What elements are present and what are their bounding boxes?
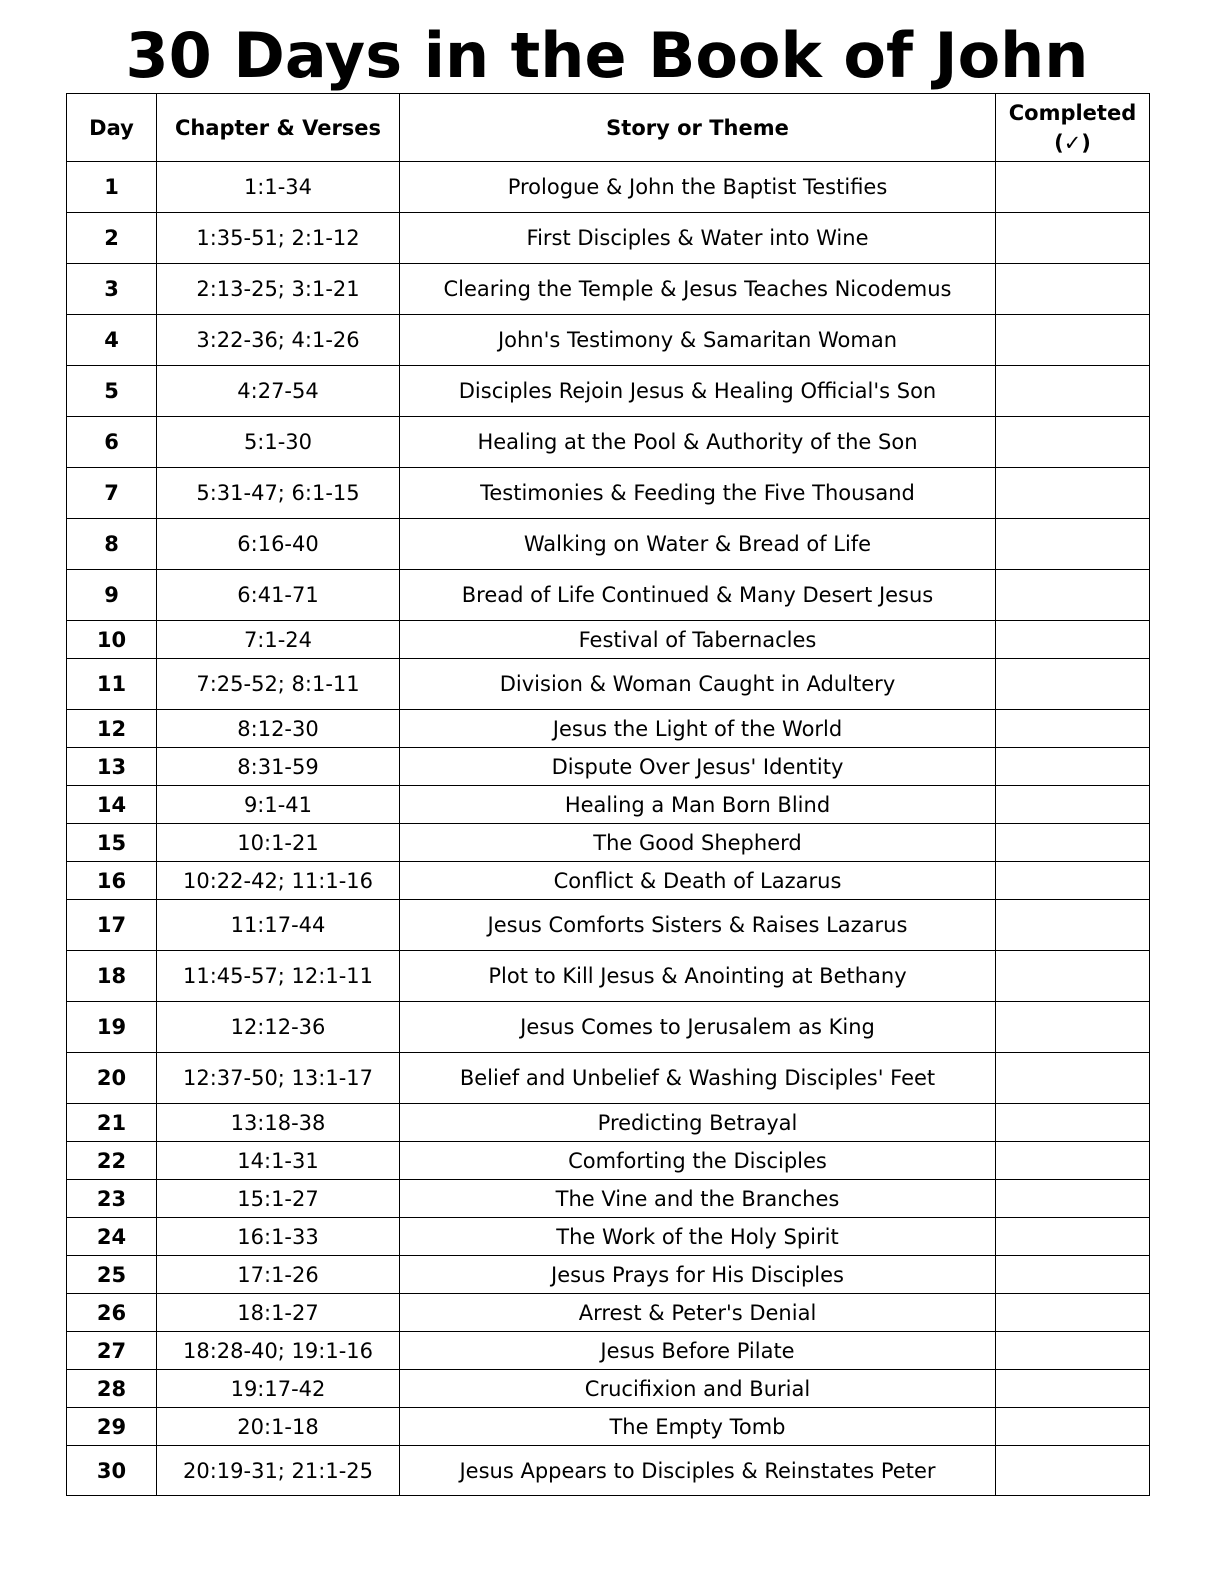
day-cell: 4 (67, 315, 157, 366)
chapter-verses-header: Chapter & Verses (157, 94, 400, 162)
day-cell: 20 (67, 1053, 157, 1104)
story-theme-cell: Healing a Man Born Blind (400, 786, 996, 824)
chapter-verses-cell: 15:1-27 (157, 1180, 400, 1218)
completed-checkbox-cell[interactable] (996, 659, 1150, 710)
completed-checkbox-cell[interactable] (996, 1446, 1150, 1496)
table-row (67, 1446, 1150, 1496)
day-cell: 26 (67, 1294, 157, 1332)
table-row (67, 570, 1150, 621)
completed-checkbox-cell[interactable] (996, 900, 1150, 951)
story-theme-cell: Jesus Before Pilate (400, 1332, 996, 1370)
day-cell: 7 (67, 468, 157, 519)
chapter-verses-cell: 6:16-40 (157, 519, 400, 570)
day-cell: 19 (67, 1002, 157, 1053)
completed-checkbox-cell[interactable] (996, 315, 1150, 366)
completed-checkbox-cell[interactable] (996, 417, 1150, 468)
table-row (67, 1142, 1150, 1180)
completed-checkbox-cell[interactable] (996, 1180, 1150, 1218)
completed-header-mark: (✓) (1054, 130, 1091, 155)
chapter-verses-cell: 4:27-54 (157, 366, 400, 417)
chapter-verses-cell: 1:35-51; 2:1-12 (157, 213, 400, 264)
completed-checkbox-cell[interactable] (996, 1370, 1150, 1408)
day-cell: 2 (67, 213, 157, 264)
completed-checkbox-cell[interactable] (996, 468, 1150, 519)
story-theme-cell: Comforting the Disciples (400, 1142, 996, 1180)
table-row (67, 162, 1150, 213)
header-row (67, 94, 1150, 162)
completed-checkbox-cell[interactable] (996, 1332, 1150, 1370)
day-cell: 12 (67, 710, 157, 748)
chapter-verses-cell: 7:25-52; 8:1-11 (157, 659, 400, 710)
completed-checkbox-cell[interactable] (996, 519, 1150, 570)
completed-checkbox-cell[interactable] (996, 1053, 1150, 1104)
table-row (67, 900, 1150, 951)
chapter-verses-cell: 20:19-31; 21:1-25 (157, 1446, 400, 1496)
story-theme-cell: John's Testimony & Samaritan Woman (400, 315, 996, 366)
story-theme-cell: First Disciples & Water into Wine (400, 213, 996, 264)
table-row (67, 1218, 1150, 1256)
day-cell: 23 (67, 1180, 157, 1218)
chapter-verses-cell: 16:1-33 (157, 1218, 400, 1256)
completed-checkbox-cell[interactable] (996, 1408, 1150, 1446)
table-row (67, 1294, 1150, 1332)
day-cell: 27 (67, 1332, 157, 1370)
table-row (67, 1332, 1150, 1370)
story-theme-cell: Belief and Unbelief & Washing Disciples' Feet (400, 1053, 996, 1104)
table-row (67, 1408, 1150, 1446)
chapter-verses-cell: 5:1-30 (157, 417, 400, 468)
completed-checkbox-cell[interactable] (996, 162, 1150, 213)
day-cell: 24 (67, 1218, 157, 1256)
story-theme-cell: Predicting Betrayal (400, 1104, 996, 1142)
story-theme-cell: The Vine and the Branches (400, 1180, 996, 1218)
story-theme-cell: Jesus Prays for His Disciples (400, 1256, 996, 1294)
story-theme-cell: Disciples Rejoin Jesus & Healing Official's Son (400, 366, 996, 417)
completed-checkbox-cell[interactable] (996, 1104, 1150, 1142)
day-cell: 22 (67, 1142, 157, 1180)
day-cell: 11 (67, 659, 157, 710)
story-theme-cell: Plot to Kill Jesus & Anointing at Bethany (400, 951, 996, 1002)
completed-checkbox-cell[interactable] (996, 862, 1150, 900)
story-theme-cell: The Empty Tomb (400, 1408, 996, 1446)
day-cell: 1 (67, 162, 157, 213)
table-row (67, 824, 1150, 862)
table-row (67, 1002, 1150, 1053)
chapter-verses-cell: 6:41-71 (157, 570, 400, 621)
day-cell: 10 (67, 621, 157, 659)
table-row (67, 951, 1150, 1002)
table-row (67, 213, 1150, 264)
chapter-verses-cell: 5:31-47; 6:1-15 (157, 468, 400, 519)
day-cell: 16 (67, 862, 157, 900)
completed-checkbox-cell[interactable] (996, 570, 1150, 621)
chapter-verses-cell: 12:37-50; 13:1-17 (157, 1053, 400, 1104)
completed-checkbox-cell[interactable] (996, 786, 1150, 824)
reading-plan-table (66, 93, 1150, 1496)
day-cell: 29 (67, 1408, 157, 1446)
table-row (67, 659, 1150, 710)
completed-header (996, 94, 1150, 162)
day-cell: 25 (67, 1256, 157, 1294)
chapter-verses-cell: 12:12-36 (157, 1002, 400, 1053)
completed-checkbox-cell[interactable] (996, 710, 1150, 748)
table-row (67, 862, 1150, 900)
chapter-verses-cell: 10:1-21 (157, 824, 400, 862)
story-theme-cell: Festival of Tabernacles (400, 621, 996, 659)
day-cell: 21 (67, 1104, 157, 1142)
day-cell: 8 (67, 519, 157, 570)
table-row (67, 1370, 1150, 1408)
completed-checkbox-cell[interactable] (996, 1294, 1150, 1332)
table-row (67, 366, 1150, 417)
day-cell: 5 (67, 366, 157, 417)
day-cell: 6 (67, 417, 157, 468)
story-theme-cell: Prologue & John the Baptist Testifies (400, 162, 996, 213)
story-theme-cell: Healing at the Pool & Authority of the Son (400, 417, 996, 468)
table-row (67, 417, 1150, 468)
table-row (67, 468, 1150, 519)
chapter-verses-cell: 2:13-25; 3:1-21 (157, 264, 400, 315)
story-theme-cell: Jesus the Light of the World (400, 710, 996, 748)
story-theme-cell: Conflict & Death of Lazarus (400, 862, 996, 900)
story-theme-cell: Jesus Appears to Disciples & Reinstates Peter (400, 1446, 996, 1496)
table-row (67, 621, 1150, 659)
table-row (67, 1104, 1150, 1142)
chapter-verses-cell: 17:1-26 (157, 1256, 400, 1294)
day-cell: 13 (67, 748, 157, 786)
table-row (67, 1256, 1150, 1294)
day-cell: 15 (67, 824, 157, 862)
completed-checkbox-cell[interactable] (996, 824, 1150, 862)
day-cell: 30 (67, 1446, 157, 1496)
day-cell: 17 (67, 900, 157, 951)
chapter-verses-cell: 1:1-34 (157, 162, 400, 213)
chapter-verses-cell: 3:22-36; 4:1-26 (157, 315, 400, 366)
day-cell: 28 (67, 1370, 157, 1408)
completed-checkbox-cell[interactable] (996, 1142, 1150, 1180)
story-theme-cell: Division & Woman Caught in Adultery (400, 659, 996, 710)
table-row (67, 1180, 1150, 1218)
chapter-verses-cell: 13:18-38 (157, 1104, 400, 1142)
completed-checkbox-cell[interactable] (996, 213, 1150, 264)
chapter-verses-cell: 8:31-59 (157, 748, 400, 786)
story-theme-cell: The Work of the Holy Spirit (400, 1218, 996, 1256)
story-theme-header: Story or Theme (400, 94, 996, 162)
table-row (67, 710, 1150, 748)
story-theme-cell: Bread of Life Continued & Many Desert Jesus (400, 570, 996, 621)
completed-checkbox-cell[interactable] (996, 1002, 1150, 1053)
chapter-verses-cell: 8:12-30 (157, 710, 400, 748)
story-theme-cell: Jesus Comforts Sisters & Raises Lazarus (400, 900, 996, 951)
completed-checkbox-cell[interactable] (996, 1256, 1150, 1294)
completed-checkbox-cell[interactable] (996, 951, 1150, 1002)
table-row (67, 786, 1150, 824)
chapter-verses-cell: 14:1-31 (157, 1142, 400, 1180)
chapter-verses-cell: 7:1-24 (157, 621, 400, 659)
table-row (67, 264, 1150, 315)
chapter-verses-cell: 10:22-42; 11:1-16 (157, 862, 400, 900)
completed-checkbox-cell[interactable] (996, 264, 1150, 315)
chapter-verses-cell: 20:1-18 (157, 1408, 400, 1446)
story-theme-cell: Testimonies & Feeding the Five Thousand (400, 468, 996, 519)
story-theme-cell: Crucifixion and Burial (400, 1370, 996, 1408)
story-theme-cell: Walking on Water & Bread of Life (400, 519, 996, 570)
chapter-verses-cell: 11:45-57; 12:1-11 (157, 951, 400, 1002)
story-theme-cell: Clearing the Temple & Jesus Teaches Nicodemus (400, 264, 996, 315)
table-row (67, 1053, 1150, 1104)
day-cell: 18 (67, 951, 157, 1002)
day-cell: 3 (67, 264, 157, 315)
story-theme-cell: Dispute Over Jesus' Identity (400, 748, 996, 786)
chapter-verses-cell: 19:17-42 (157, 1370, 400, 1408)
completed-checkbox-cell[interactable] (996, 366, 1150, 417)
completed-checkbox-cell[interactable] (996, 621, 1150, 659)
completed-header-label: Completed (1008, 100, 1137, 125)
story-theme-cell: Arrest & Peter's Denial (400, 1294, 996, 1332)
chapter-verses-cell: 11:17-44 (157, 900, 400, 951)
day-header: Day (67, 94, 157, 162)
story-theme-cell: Jesus Comes to Jerusalem as King (400, 1002, 996, 1053)
completed-checkbox-cell[interactable] (996, 748, 1150, 786)
day-cell: 14 (67, 786, 157, 824)
completed-checkbox-cell[interactable] (996, 1218, 1150, 1256)
page-title: 30 Days in the Book of John (125, 19, 1089, 92)
chapter-verses-cell: 9:1-41 (157, 786, 400, 824)
table-row (67, 519, 1150, 570)
chapter-verses-cell: 18:1-27 (157, 1294, 400, 1332)
day-cell: 9 (67, 570, 157, 621)
table-row (67, 748, 1150, 786)
chapter-verses-cell: 18:28-40; 19:1-16 (157, 1332, 400, 1370)
table-body (67, 162, 1150, 1496)
table-row (67, 315, 1150, 366)
story-theme-cell: The Good Shepherd (400, 824, 996, 862)
